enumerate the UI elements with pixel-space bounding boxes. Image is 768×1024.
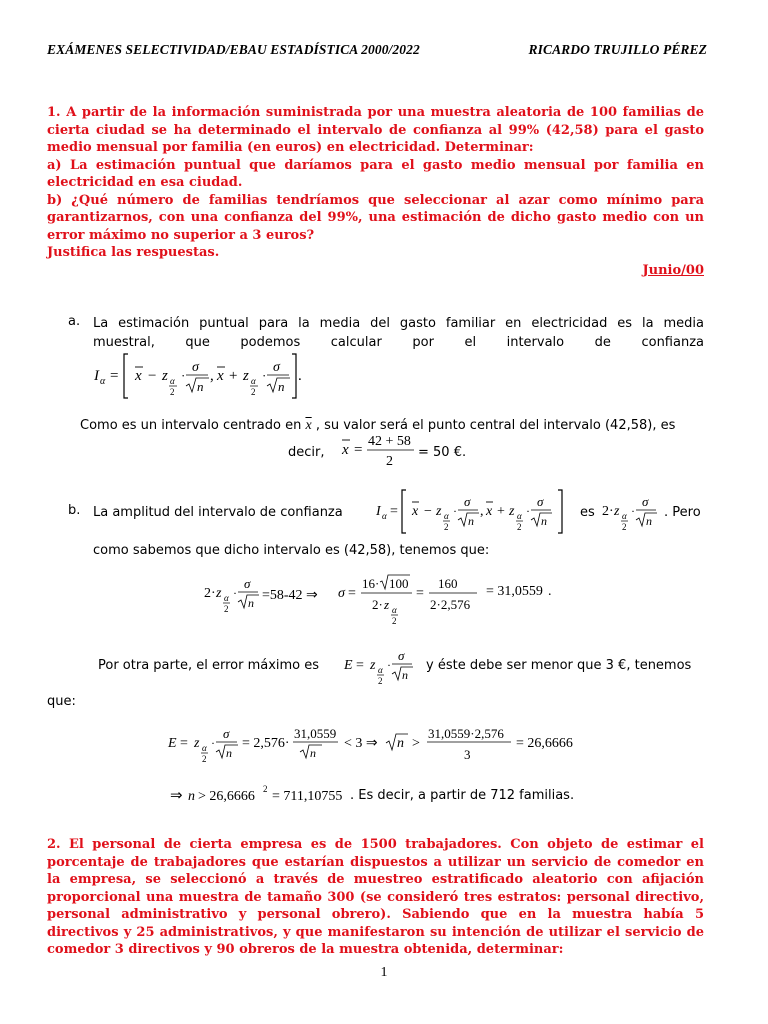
solution-b-es: es <box>580 505 595 520</box>
svg-text:n: n <box>397 736 404 751</box>
svg-text:σ: σ <box>192 360 199 375</box>
svg-text:σ: σ <box>464 494 471 509</box>
svg-text:=: = <box>110 368 119 384</box>
mean-result: = 50 €. <box>418 445 467 460</box>
solution-a-text <box>93 314 704 352</box>
svg-text:⇒: ⇒ <box>170 788 183 804</box>
svg-text:I: I <box>376 504 381 519</box>
svg-text:> 26,6666: > 26,6666 <box>198 789 255 804</box>
error-text-start: Por otra parte, el error máximo es <box>98 658 320 673</box>
svg-text:42 + 58: 42 + 58 <box>368 434 411 449</box>
final-conclusion: . Es decir, a partir de 712 familias. <box>350 788 575 803</box>
page-header <box>47 42 707 58</box>
svg-text:= 711,10755: = 711,10755 <box>272 789 343 804</box>
svg-text:=: = <box>356 658 364 673</box>
solution-a-line-1: La estimación puntual para la media del gasto familiar en electricidad es la media <box>93 316 704 331</box>
svg-text:σ: σ <box>398 648 405 663</box>
svg-text:α: α <box>100 376 106 387</box>
svg-text:2·: 2· <box>602 504 614 519</box>
svg-text:·: · <box>181 368 186 383</box>
svg-text:σ: σ <box>273 360 280 375</box>
svg-text:n: n <box>248 596 254 610</box>
svg-text:3: 3 <box>464 747 471 762</box>
mean-formula <box>338 432 418 470</box>
svg-text:·: · <box>262 368 267 383</box>
svg-text:2: 2 <box>517 522 522 532</box>
svg-text:α: α <box>517 511 522 521</box>
svg-text:z: z <box>436 504 442 519</box>
problem-1-justify: Justifica las respuestas. <box>47 245 220 260</box>
svg-text:2: 2 <box>392 616 397 626</box>
svg-text:=: = <box>354 442 363 458</box>
interval-formula-b <box>372 487 577 537</box>
svg-text:z: z <box>194 736 200 751</box>
solution-b-line-2: como sabemos que dicho intervalo es (42,58), tenemos que: <box>93 543 490 558</box>
solution-a-marker: a. <box>68 314 81 329</box>
svg-text:16·: 16· <box>362 576 380 591</box>
problem-1 <box>47 104 704 279</box>
svg-text:160: 160 <box>438 576 458 591</box>
svg-text:2·2,576: 2·2,576 <box>430 597 471 612</box>
svg-text:n: n <box>402 668 408 682</box>
svg-text:α: α <box>224 593 229 603</box>
svg-text:2: 2 <box>263 784 268 794</box>
svg-text:σ: σ <box>244 576 251 591</box>
svg-text:,: , <box>210 368 214 384</box>
svg-text:σ: σ <box>537 494 544 509</box>
svg-text:x: x <box>486 504 493 519</box>
svg-text:= 26,6666: = 26,6666 <box>516 736 573 751</box>
svg-text:−: − <box>148 368 157 384</box>
svg-text:.: . <box>298 368 302 384</box>
svg-text:·: · <box>631 504 635 518</box>
svg-text:2: 2 <box>622 522 627 532</box>
svg-text:·: · <box>387 658 391 672</box>
svg-text:α: α <box>444 511 449 521</box>
x-bar-symbol: $\overline{x}$ <box>305 418 312 433</box>
header-title: EXÁMENES SELECTIVIDAD/EBAU ESTADÍSTICA 2000/2022 <box>47 42 420 57</box>
svg-text:E: E <box>168 736 177 751</box>
problem-1-source: Junio/00 <box>642 262 704 278</box>
svg-text:z: z <box>243 368 249 384</box>
solution-a-line-2: muestral, que podemos calcular por el intervalo de confianza <box>93 335 704 350</box>
svg-text:n: n <box>226 746 232 760</box>
svg-text:·: · <box>453 504 457 518</box>
svg-text:2: 2 <box>202 754 207 764</box>
svg-text:I: I <box>94 368 99 384</box>
sigma-lhs <box>200 572 260 622</box>
solution-b-pero: . Pero <box>664 505 701 520</box>
centered-text: Como es un intervalo centrado en <box>80 418 302 433</box>
svg-text:α: α <box>251 376 256 386</box>
svg-text:·: · <box>526 504 530 518</box>
amplitude-formula <box>598 490 668 534</box>
problem-1-statement: 1. A partir de la información suministrada por una muestra aleatoria de 100 familias de cierta ciudad se ha determinado el intervalo de confianza al 99% (42,58) para el gasto medio mensual por familia (en euros) en electricidad. Determinar: <box>47 105 704 155</box>
error-text-end: y éste debe ser menor que 3 €, tenemos <box>426 658 692 673</box>
svg-text:x: x <box>412 504 419 519</box>
svg-text:z: z <box>384 597 390 612</box>
svg-text:=: = <box>348 586 356 601</box>
header-author: RICARDO TRUJILLO PÉREZ <box>528 42 707 57</box>
svg-text:x: x <box>342 442 349 458</box>
svg-text:·: · <box>211 736 215 750</box>
svg-text:n: n <box>468 514 474 528</box>
svg-text:2·: 2· <box>204 586 216 601</box>
confidence-interval-formula <box>90 350 320 402</box>
svg-text:2: 2 <box>386 454 393 469</box>
problem-2 <box>47 836 704 959</box>
n-result-formula <box>168 780 358 808</box>
page-number: 1 <box>380 965 388 980</box>
svg-text:n: n <box>310 746 316 760</box>
problem-2-statement: 2. El personal de cierta empresa es de 1500 trabajadores. Con objeto de estimar el porcentaje de trabajadores que estarían dispuestos a utilizar un servicio de comedor en la empresa, se seleccionó a través de muestreo estratificado aleatorio con afijación proporcional una muestra de tamaño 300 (se consideró tres estratos: personal directivo, personal administrativo y personal obrero). Sabiendo que en la muestra había 5 directivos y 25 administrativos, y que manifestaron su intención de utilizar el servicio de comedor 3 directivos y 90 obreros de la muestra obtenida, determinar: <box>47 837 704 957</box>
problem-1-part-b: b) ¿Qué número de familias tendríamos que seleccionar al azar como mínimo para garantizarnos, con una confianza del 99%, una estimación de dicho gasto medio con un error máximo no superior a 3 euros? <box>47 192 704 243</box>
svg-text:z: z <box>216 586 222 601</box>
svg-text:α: α <box>378 665 383 675</box>
sigma-fraction <box>334 572 484 628</box>
svg-text:2: 2 <box>251 387 256 397</box>
svg-text:σ: σ <box>642 494 649 509</box>
error-inequality <box>166 722 586 770</box>
sigma-result: = 31,0559 <box>486 584 543 599</box>
svg-text:n: n <box>188 789 195 804</box>
svg-text:2: 2 <box>224 604 229 614</box>
svg-text:100: 100 <box>389 576 409 591</box>
decir-label: decir, <box>288 445 325 460</box>
svg-text:=: = <box>390 504 398 519</box>
svg-text:= 2,576·: = 2,576· <box>242 736 290 751</box>
svg-text:α: α <box>392 605 397 615</box>
svg-text:=: = <box>180 736 188 751</box>
error-formula <box>340 645 422 689</box>
solution-b-marker: b. <box>68 503 81 518</box>
svg-text:z: z <box>509 504 515 519</box>
svg-text:E: E <box>344 658 353 673</box>
svg-text:α: α <box>622 511 627 521</box>
svg-text:+: + <box>229 368 238 384</box>
sigma-result-period: . <box>548 584 552 599</box>
svg-text:=: = <box>416 586 424 601</box>
svg-text:n: n <box>278 379 285 394</box>
svg-text:31,0559·2,576: 31,0559·2,576 <box>428 726 504 741</box>
problem-1-part-a: a) La estimación puntual que daríamos para el gasto medio mensual por familia en electricidad en esa ciudad. <box>47 157 704 190</box>
svg-text:2: 2 <box>444 522 449 532</box>
svg-text:σ: σ <box>223 726 230 741</box>
svg-text:·: · <box>233 586 237 600</box>
svg-text:,: , <box>480 504 484 519</box>
svg-text:z: z <box>614 504 620 519</box>
svg-text:2: 2 <box>378 676 383 686</box>
svg-text:31,0559: 31,0559 <box>294 726 337 741</box>
svg-text:x: x <box>135 368 142 384</box>
svg-text:+: + <box>497 504 505 519</box>
svg-text:2: 2 <box>170 387 175 397</box>
que-label: que: <box>47 694 76 709</box>
svg-text:n: n <box>541 514 547 528</box>
svg-text:< 3 ⇒: < 3 ⇒ <box>344 736 378 751</box>
svg-text:n: n <box>646 514 652 528</box>
svg-text:z: z <box>162 368 168 384</box>
svg-text:α: α <box>170 376 175 386</box>
svg-text:α: α <box>382 511 387 521</box>
svg-text:−: − <box>424 504 432 519</box>
svg-text:σ: σ <box>338 586 345 601</box>
svg-text:x: x <box>217 368 224 384</box>
svg-text:z: z <box>370 658 376 673</box>
solution-b-line-1: La amplitud del intervalo de confianza <box>93 505 343 520</box>
svg-text:2·: 2· <box>372 597 383 612</box>
svg-text:α: α <box>202 743 207 753</box>
svg-text:n: n <box>197 379 204 394</box>
centered-text-rest: , su valor será el punto central del intervalo (42,58), es <box>315 418 676 433</box>
svg-text:>: > <box>412 736 420 751</box>
sigma-equation-text: =58-42 ⇒ <box>262 588 318 603</box>
